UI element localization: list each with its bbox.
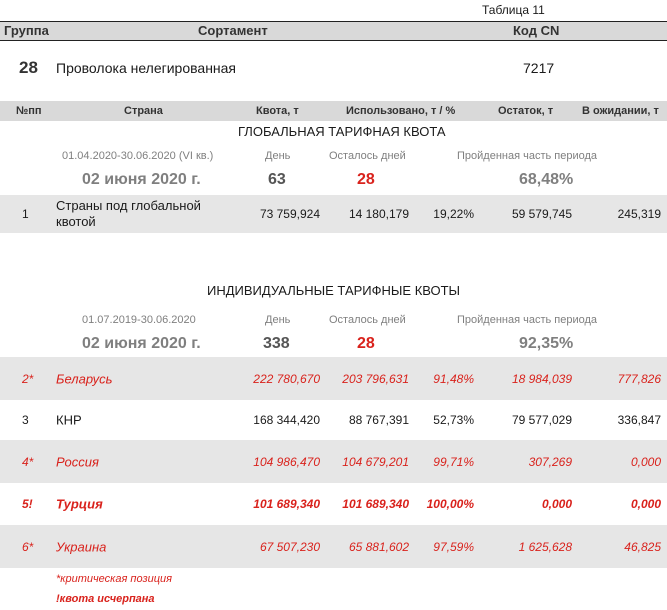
table-number-label: Таблица 11 — [482, 3, 545, 17]
row-country: КНР — [56, 412, 82, 428]
row-num: 4* — [22, 454, 34, 469]
row-used: 101 689,340 — [342, 497, 409, 511]
individual-day-value: 338 — [263, 335, 290, 352]
row-remaining: 1 625,628 — [518, 539, 572, 554]
row-pct: 91,48% — [433, 371, 474, 386]
row-remaining: 0,000 — [541, 497, 572, 511]
col-used: Использовано, т / % — [346, 105, 456, 117]
individual-passed-value: 92,35% — [519, 335, 574, 352]
row-used: 203 796,631 — [342, 371, 409, 386]
cn-code-column-header: Код CN — [513, 23, 560, 38]
product-name: Проволока нелегированная — [56, 60, 237, 76]
individual-days-left-value: 28 — [357, 335, 375, 352]
row-remaining: 59 579,745 — [511, 207, 572, 221]
group-number: 28 — [19, 58, 38, 77]
global-passed-label: Пройденная часть периода — [457, 150, 598, 162]
table-row — [0, 440, 667, 483]
row-pct: 97,59% — [433, 539, 474, 554]
row-used: 65 881,602 — [348, 539, 409, 554]
row-used: 88 767,391 — [348, 413, 409, 427]
row-pending: 777,826 — [617, 371, 661, 386]
col-country: Страна — [124, 105, 163, 117]
global-period: 01.04.2020-30.06.2020 (VI кв.) — [62, 150, 214, 162]
individual-passed-label: Пройденная часть периода — [457, 314, 598, 326]
row-quota: 73 759,924 — [259, 207, 320, 221]
global-day-label: День — [265, 150, 291, 162]
global-quota-title: ГЛОБАЛЬНАЯ ТАРИФНАЯ КВОТА — [238, 124, 446, 139]
table-row — [0, 525, 667, 568]
row-pct: 100,00% — [426, 497, 474, 511]
row-num: 5! — [22, 497, 33, 511]
group-column-header: Группа — [4, 23, 49, 38]
row-country: Беларусь — [56, 371, 113, 386]
row-quota: 222 780,670 — [253, 371, 320, 386]
top-header-bar — [0, 21, 667, 41]
row-used: 14 180,179 — [348, 207, 409, 221]
global-days-left-value: 28 — [357, 171, 375, 188]
row-quota: 67 507,230 — [259, 539, 320, 554]
row-remaining: 307,269 — [528, 454, 572, 469]
row-country: Страны под глобальной квотой — [56, 198, 201, 229]
row-pct: 19,22% — [433, 207, 474, 221]
row-country: Россия — [56, 454, 99, 469]
individual-days-left-label: Осталось дней — [329, 314, 406, 326]
individual-day-label: День — [265, 314, 291, 326]
row-quota: 101 689,340 — [253, 497, 320, 511]
col-pending: В ожидании, т — [582, 105, 659, 117]
row-num: 3 — [22, 413, 29, 427]
global-passed-value: 68,48% — [519, 171, 574, 188]
row-pending: 46,825 — [624, 539, 661, 554]
row-country: Турция — [56, 496, 103, 512]
row-quota: 104 986,470 — [253, 454, 320, 469]
row-pending: 336,847 — [617, 413, 661, 427]
individual-period: 01.07.2019-30.06.2020 — [82, 314, 196, 326]
table-row — [0, 357, 667, 400]
column-header-bar — [0, 101, 667, 121]
row-quota: 168 344,420 — [253, 413, 320, 427]
row-pending: 245,319 — [617, 207, 661, 221]
footnote-critical: *критическая позиция — [56, 573, 172, 585]
individual-date: 02 июня 2020 г. — [82, 335, 201, 352]
row-pending: 0,000 — [630, 497, 661, 511]
row-pending: 0,000 — [630, 454, 661, 469]
global-date: 02 июня 2020 г. — [82, 171, 201, 188]
row-country: Украина — [56, 539, 107, 554]
row-used: 104 679,201 — [342, 454, 409, 469]
col-quota: Квота, т — [256, 105, 299, 117]
global-days-left-label: Осталось дней — [329, 150, 406, 162]
col-remaining: Остаток, т — [498, 105, 554, 117]
row-pct: 99,71% — [433, 454, 474, 469]
individual-quota-title: ИНДИВИДУАЛЬНЫЕ ТАРИФНЫЕ КВОТЫ — [207, 283, 461, 298]
row-num: 2* — [22, 371, 34, 386]
cn-code-value: 7217 — [523, 60, 555, 76]
row-num: 1 — [22, 207, 29, 221]
row-remaining: 18 984,039 — [511, 371, 572, 386]
col-num: №пп — [16, 105, 42, 117]
footnote-exhausted: !квота исчерпана — [56, 593, 155, 605]
table-row — [0, 195, 667, 233]
assortment-column-header: Сортамент — [198, 23, 268, 38]
table-row — [0, 483, 667, 525]
global-day-value: 63 — [268, 171, 286, 188]
row-pct: 52,73% — [433, 413, 474, 427]
row-remaining: 79 577,029 — [511, 413, 572, 427]
table-row — [0, 400, 667, 440]
row-num: 6* — [22, 539, 34, 554]
